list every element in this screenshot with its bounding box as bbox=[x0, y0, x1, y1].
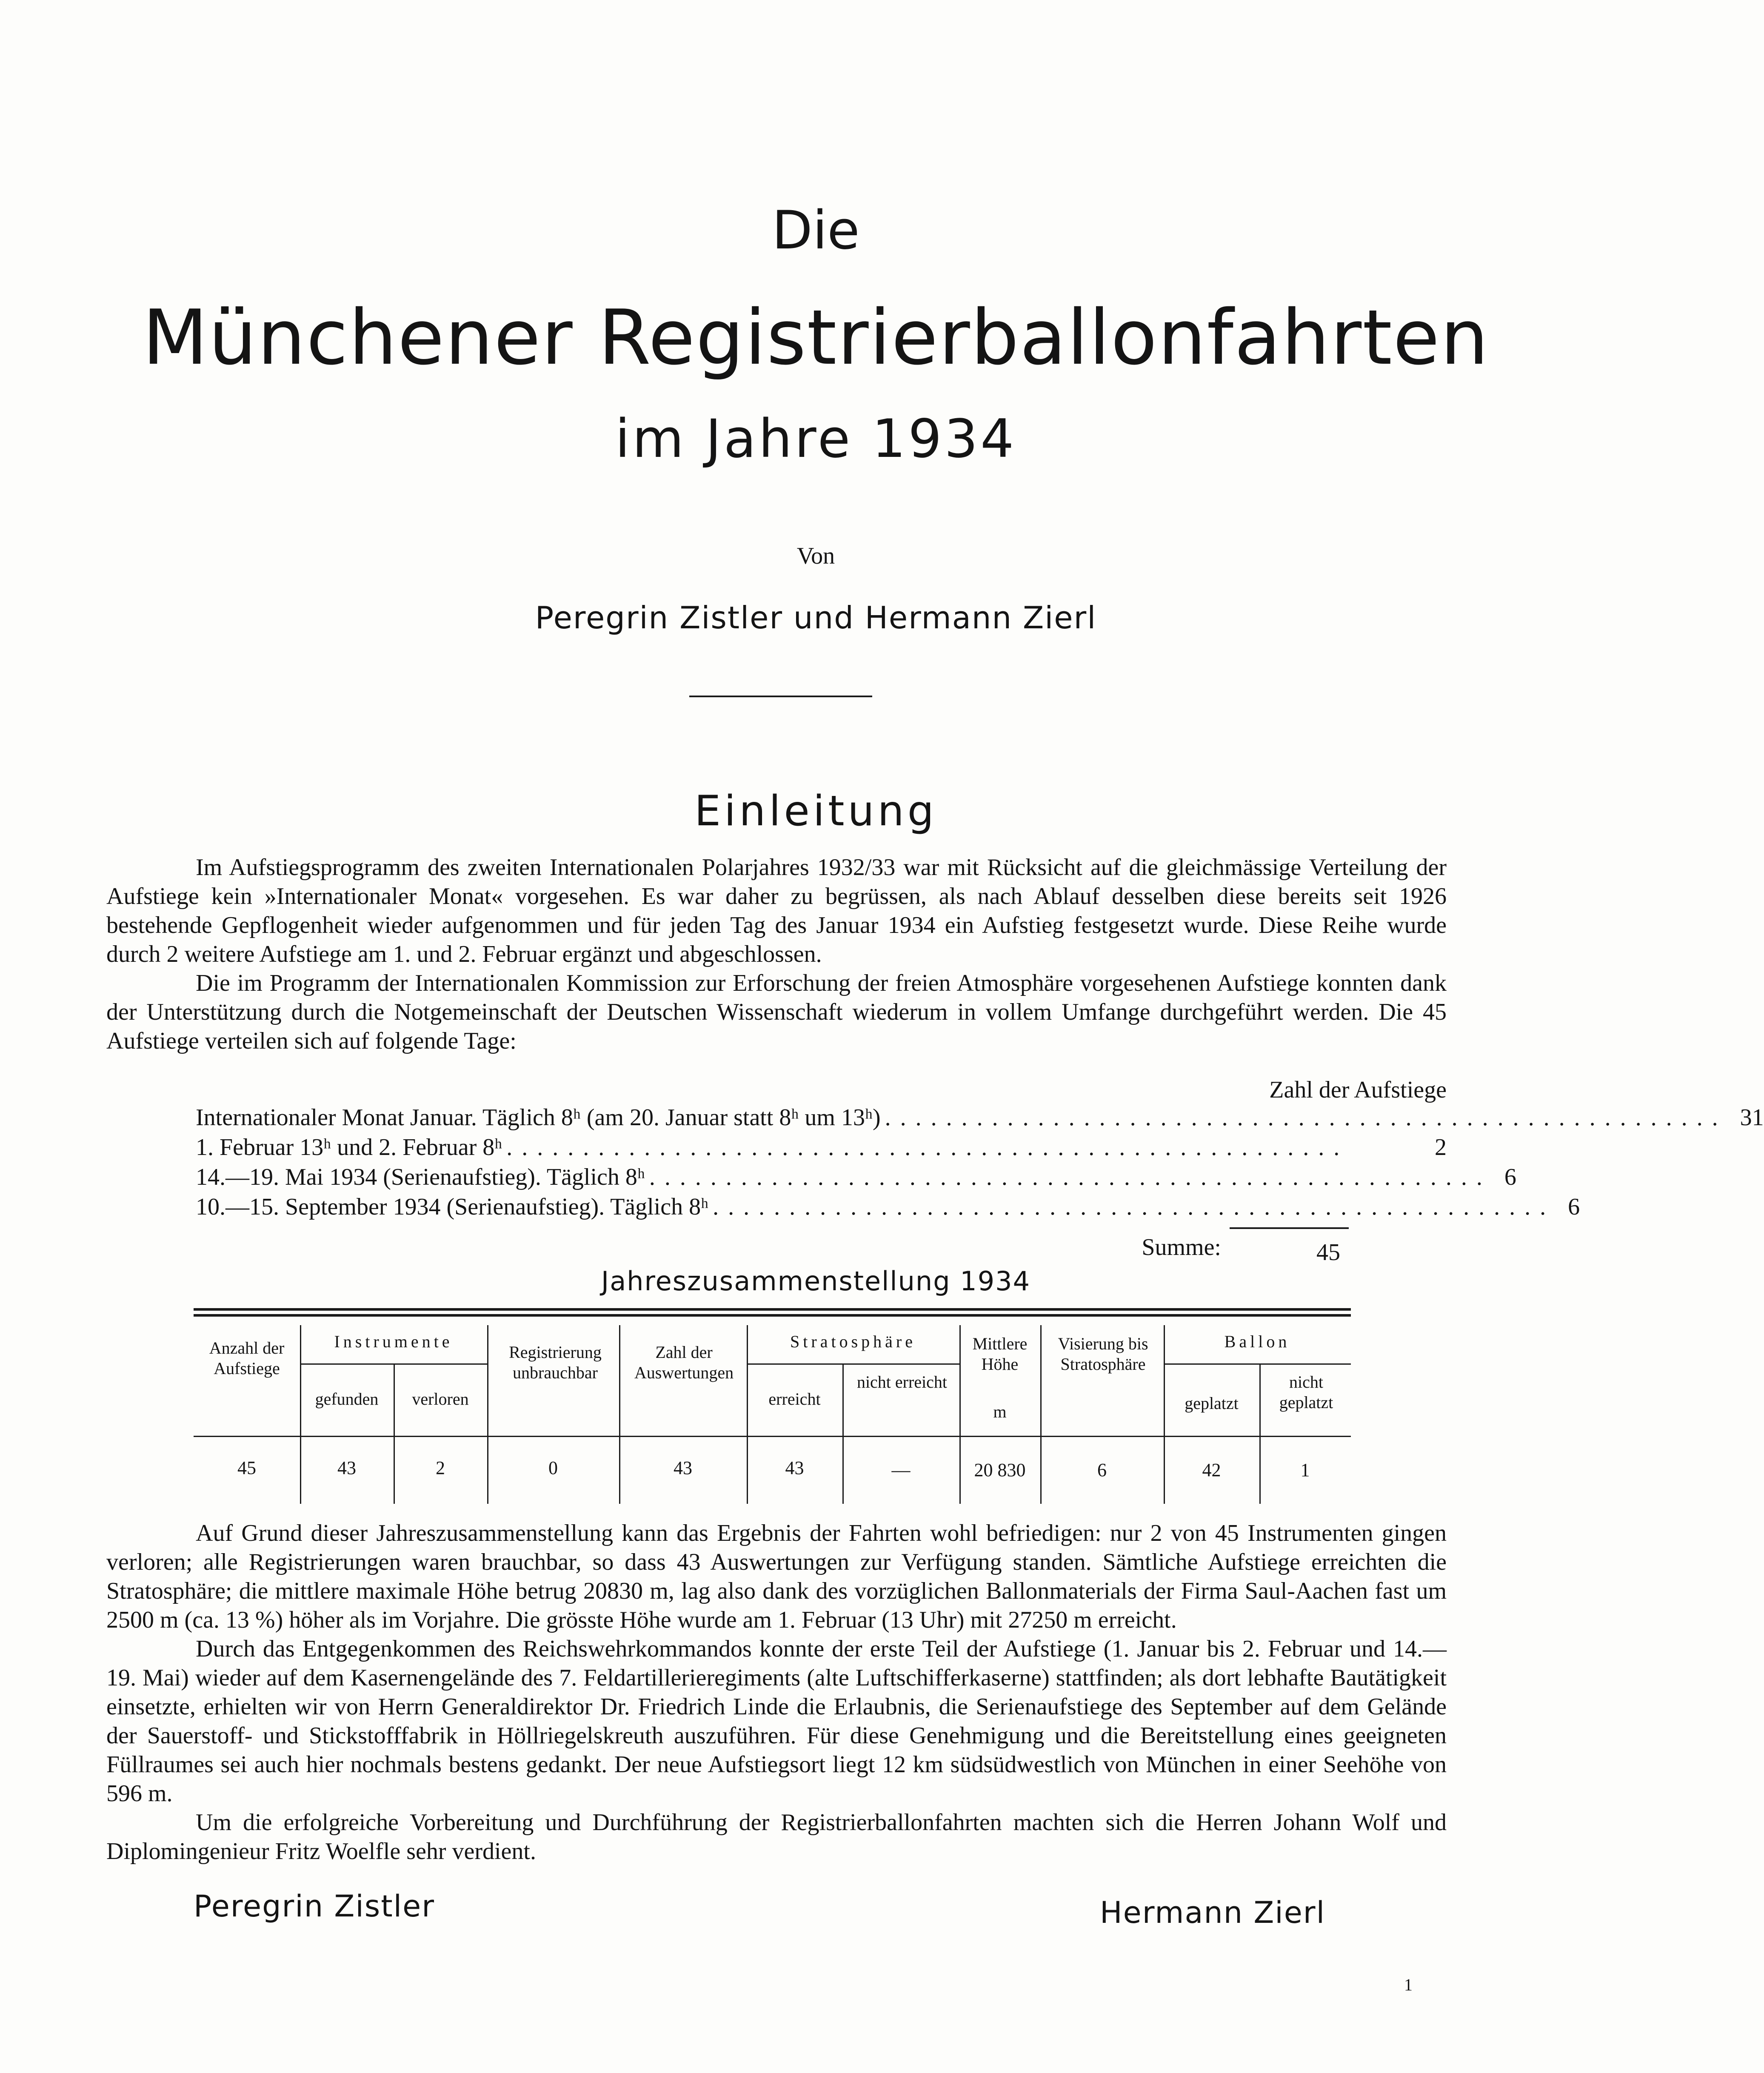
table-title: Jahreszusammenstellung 1934 bbox=[601, 1266, 1031, 1297]
group-rule bbox=[747, 1363, 959, 1365]
cell-registrierung: 0 bbox=[548, 1457, 558, 1478]
group-rule bbox=[1164, 1363, 1351, 1365]
leader-dots: ....................................................... bbox=[885, 1104, 1727, 1131]
intro-text bbox=[106, 853, 1447, 1055]
authors: Peregrin Zistler und Hermann Zierl bbox=[535, 600, 1097, 636]
cell-erreicht: 43 bbox=[785, 1457, 804, 1478]
cell-gefunden: 43 bbox=[337, 1457, 356, 1478]
header-anzahl: Anzahl der Aufstiege bbox=[209, 1338, 285, 1378]
header-verloren: verloren bbox=[412, 1389, 469, 1409]
table-top-rule bbox=[194, 1314, 1351, 1317]
cell-nicht-erreicht: — bbox=[891, 1460, 911, 1480]
leader-dots: ....................................................... bbox=[649, 1164, 1492, 1190]
list-item bbox=[196, 1193, 1580, 1223]
intro-paragraph: Im Aufstiegsprogramm des zweiten Internationalen Polarjahres 1932/33 war mit Rücksicht auf die gleichmässige Verteilung der Aufstiege kein »Internationaler Monat« vorgesehen. Es war daher zu begrüssen, als nach Ablauf desselben diese bereits seit 1926 bestehende Gepflogenheit wieder aufgenommen und für jeden Tag des Januar 1934 ein Aufstieg festgesetzt wurde. Diese Reihe wurde durch 2 weitere Aufstiege am 1. und 2. Februar ergänzt und abgeschlossen. bbox=[106, 854, 1447, 967]
sum-value: 45 bbox=[1316, 1239, 1340, 1266]
closing-paragraph: Auf Grund dieser Jahreszusammenstellung kann das Ergebnis der Fahrten wohl befriedigen: nur 2 von 45 Instrumenten gingen verloren; alle Registrierungen waren brauchbar, so dass 43 Auswertungen zur Verfügung standen. Sämtliche Aufstiege erreichten die Stratosphäre; die mittlere maximale Höhe betrug 20830 m, lag also dank des vorzüglichen Ballonmaterials der Firma Saul-Aachen fast um 2500 m (ca. 13 %) höher als im Vorjahre. Die grösste Höhe wurde am 1. Februar (13 Uhr) mit 27250 m erreicht. bbox=[106, 1520, 1447, 1633]
header-nicht-erreicht: nicht erreicht bbox=[856, 1372, 948, 1392]
table-top-rule bbox=[194, 1308, 1351, 1311]
sum-divider bbox=[1230, 1227, 1349, 1229]
header-mittlere-unit: m bbox=[993, 1402, 1007, 1421]
header-stratosphaere: Stratosphäre bbox=[790, 1332, 916, 1351]
list-item bbox=[196, 1134, 1447, 1163]
table-header-rule bbox=[194, 1436, 1351, 1437]
signature-zierl: Hermann Zierl bbox=[1100, 1895, 1326, 1930]
summary-table bbox=[194, 1308, 1351, 1504]
list-item-count: 2 bbox=[1435, 1134, 1447, 1161]
leader-dots: ....................................................... bbox=[506, 1134, 1349, 1161]
header-ballon: Ballon bbox=[1224, 1332, 1290, 1351]
intro-paragraph: Die im Programm der Internationalen Kommission zur Erforschung der freien Atmosphäre vorgesehenen Aufstiege konnten dank der Unterstützung durch die Notgemeinschaft der Deutschen Wissenschaft wiederum in vollem Umfange durchgeführt werden. Die 45 Aufstiege verteilen sich auf folgende Tage: bbox=[106, 970, 1447, 1054]
cell-mittlere-hoehe: 20 830 bbox=[974, 1460, 1026, 1480]
cell-verloren: 2 bbox=[436, 1457, 445, 1478]
header-gefunden: gefunden bbox=[315, 1389, 379, 1409]
closing-paragraph: Um die erfolgreiche Vorbereitung und Durchführung der Registrierballonfahrten machten sich die Herren Johann Wolf und Diplomingenieur Fritz Woelfle sehr verdient. bbox=[106, 1809, 1447, 1865]
title-year: im Jahre 1934 bbox=[615, 408, 1017, 470]
page-number: 1 bbox=[1404, 1975, 1413, 1994]
column-divider bbox=[1259, 1363, 1261, 1504]
signature-zistler: Peregrin Zistler bbox=[194, 1889, 435, 1924]
list-count-header: Zahl der Aufstiege bbox=[1269, 1077, 1447, 1103]
column-divider bbox=[394, 1363, 395, 1504]
column-divider bbox=[842, 1363, 844, 1504]
sum-label: Summe: bbox=[1142, 1234, 1221, 1260]
byline-von: Von bbox=[796, 543, 835, 569]
closing-text bbox=[106, 1519, 1447, 1866]
header-visierung: Visierung bis Stratosphäre bbox=[1058, 1334, 1148, 1374]
list-item-label: 10.—15. September 1934 (Serienaufstieg). Täglich 8ʰ bbox=[196, 1194, 709, 1220]
header-geplatzt: geplatzt bbox=[1185, 1394, 1239, 1413]
title-divider bbox=[689, 696, 872, 697]
cell-geplatzt: 42 bbox=[1202, 1460, 1221, 1480]
header-registrierung: Registrierung unbrauchbar bbox=[509, 1343, 602, 1382]
list-item-label: Internationaler Monat Januar. Täglich 8ʰ (am 20. Januar statt 8ʰ um 13ʰ) bbox=[196, 1104, 881, 1131]
list-item-label: 14.—19. Mai 1934 (Serienaufstieg). Täglich 8ʰ bbox=[196, 1164, 645, 1190]
header-instrumente: Instrumente bbox=[334, 1332, 453, 1351]
header-mittlere-hoehe: Mittlere Höhe bbox=[972, 1334, 1028, 1374]
cell-anzahl: 45 bbox=[237, 1457, 256, 1478]
title-die: Die bbox=[772, 200, 860, 261]
header-nicht-geplatzt: nicht geplatzt bbox=[1279, 1372, 1333, 1412]
list-item-count: 6 bbox=[1504, 1164, 1516, 1190]
section-heading: Einleitung bbox=[694, 787, 937, 835]
list-item-label: 1. Februar 13ʰ und 2. Februar 8ʰ bbox=[196, 1134, 502, 1161]
leader-dots: ....................................................... bbox=[713, 1194, 1556, 1220]
cell-nicht-geplatzt: 1 bbox=[1300, 1460, 1310, 1480]
list-item-count: 6 bbox=[1568, 1194, 1580, 1220]
cell-visierung: 6 bbox=[1097, 1460, 1107, 1480]
header-erreicht: erreicht bbox=[768, 1389, 821, 1409]
page-title: Münchener Registrierballonfahrten bbox=[142, 294, 1490, 382]
list-item bbox=[196, 1104, 1764, 1134]
list-item-count: 31 bbox=[1740, 1104, 1764, 1131]
header-zahl-auswertungen: Zahl der Auswertungen bbox=[634, 1343, 734, 1382]
closing-paragraph: Durch das Entgegenkommen des Reichswehrkommandos konnte der erste Teil der Aufstiege (1. Januar bis 2. Februar und 14.—19. Mai) wieder auf dem Kasernengelände des 7. Feldartillerieregiments (alte Luftschifferkaserne) stattfinden; als dort lebhafte Bautätigkeit einsetzte, erhielten wir von Herrn Generaldirektor Dr. Friedrich Linde die Erlaubnis, die Serienaufstiege des September auf dem Gelände der Sauerstoff- und Stickstofffabrik in Höllriegelskreuth auszuführen. Für diese Genehmigung und die Bereitstellung eines geeigneten Füllraumes sei auch hier nochmals bestens gedankt. Der neue Aufstiegsort liegt 12 km südsüdwestlich von München in einer Seehöhe von 596 m. bbox=[106, 1636, 1447, 1807]
list-item bbox=[196, 1163, 1516, 1193]
cell-zahl-auswertungen: 43 bbox=[674, 1457, 692, 1478]
